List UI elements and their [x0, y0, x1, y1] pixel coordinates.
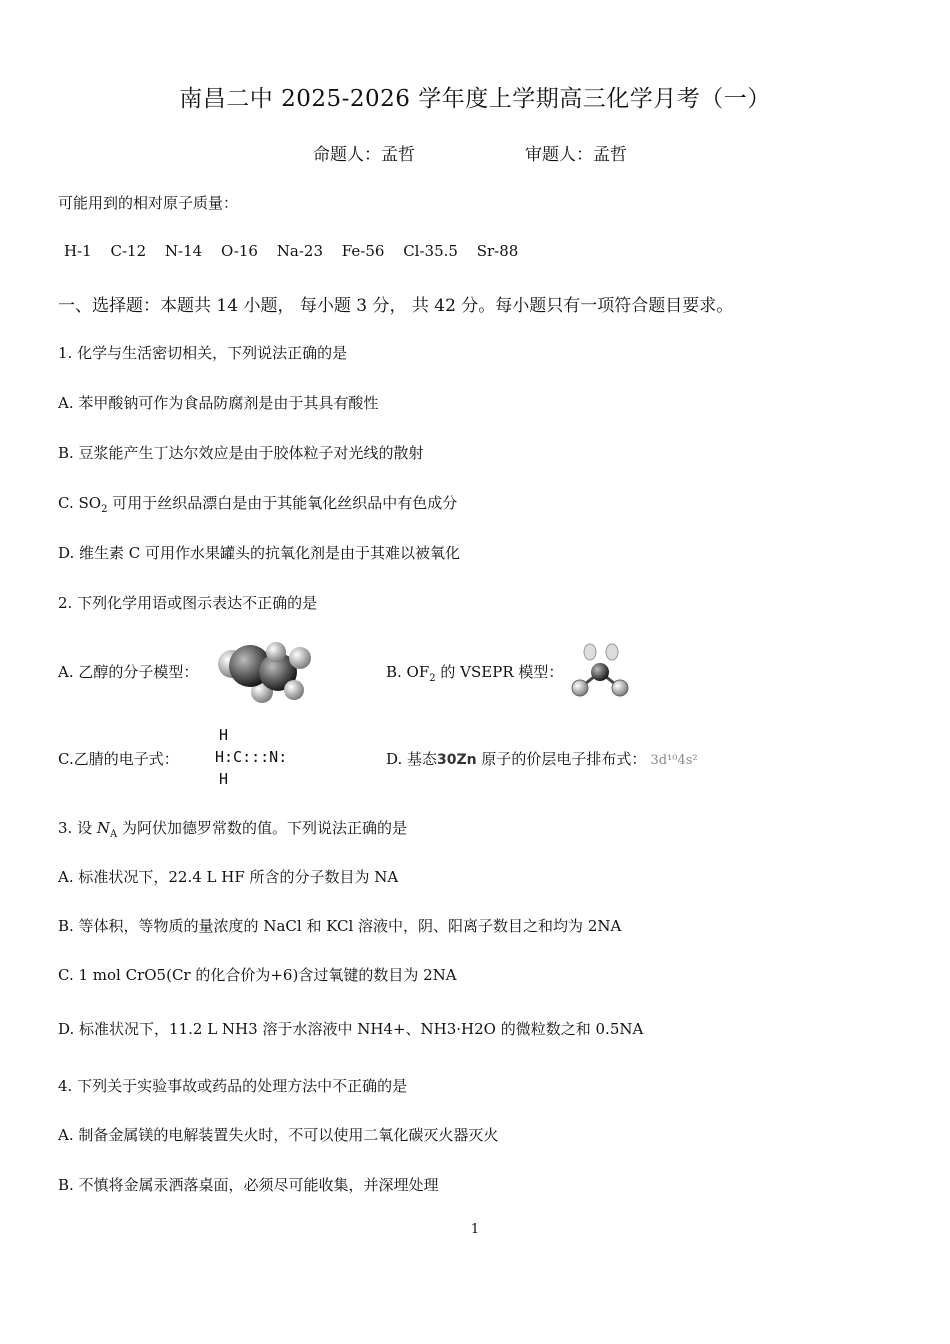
question-1-option-b: B. 豆浆能产生丁达尔效应是由于胶体粒子对光线的散射	[58, 444, 424, 462]
question-2-stem: 2. 下列化学用语或图示表达不正确的是	[58, 594, 318, 612]
atomic-mass-list	[64, 242, 532, 260]
reviewer-label: 审题人：孟哲	[525, 145, 627, 165]
question-1-option-a: A. 苯甲酸钠可作为食品防腐剂是由于其具有酸性	[58, 394, 379, 412]
question-2-option-b: B. $OF_2$ 的 VSEPR 模型：	[386, 663, 564, 684]
section-heading: 一、选择题：本题共 14 小题， 每小题 3 分， 共 42 分。每小题只有一项符合题目要求。	[58, 296, 734, 316]
atomic-mass-item: Cl-35.5	[403, 242, 458, 260]
ethanol-model-image	[214, 638, 314, 704]
question-1-stem: 1. 化学与生活密切相关，下列说法正确的是	[58, 344, 348, 362]
question-3-option-d: D. 标准状况下，11.2 L NH3 溶于水溶液中 NH4+、NH3·H2O 的微粒数之和 0.5NA	[58, 1020, 644, 1038]
question-2-option-a: A. 乙醇的分子模型：	[58, 663, 199, 681]
acetonitrile-lewis-structure	[215, 724, 287, 790]
question-2-option-c: C.乙腈的电子式：	[58, 750, 179, 768]
atomic-mass-item: Sr-88	[476, 242, 519, 260]
question-2-option-d: D. 基态30Zn 原子的价层电子排布式： 3d¹⁰4s²	[386, 750, 698, 768]
page-number: 1	[470, 1222, 480, 1237]
atomic-mass-label: 可能用到的相对原子质量：	[58, 194, 239, 212]
question-4-option-b: B. 不慎将金属汞洒落桌面，必须尽可能收集，并深埋处理	[58, 1176, 439, 1194]
question-3-option-b: B. 等体积，等物质的量浓度的 NaCl 和 KCl 溶液中，阴、阳离子数目之和均为 2NA	[58, 917, 622, 935]
atomic-mass-item: C-12	[110, 242, 147, 260]
lewis-middle-row: H:C:::N:	[215, 748, 288, 766]
question-3-stem: 3. 设 $N_A$ 为阿伏加德罗常数的值。下列说法正确的是	[58, 819, 407, 840]
atomic-mass-item: Na-23	[276, 242, 323, 260]
question-3-option-a: A. 标准状况下，22.4 L HF 所含的分子数目为 NA	[58, 868, 399, 886]
lewis-h-bottom: H	[219, 770, 229, 788]
atomic-mass-item: N-14	[164, 242, 203, 260]
atomic-mass-item: O-16	[220, 242, 258, 260]
exam-title: 南昌二中 2025-2026 学年度上学期高三化学月考（一）	[179, 86, 771, 112]
atomic-mass-item: H-1	[64, 242, 92, 260]
question-1-option-c: C. $SO_2$ 可用于丝织品漂白是由于其能氧化丝织品中有色成分	[58, 494, 458, 515]
question-1-option-d: D. 维生素 C 可用作水果罐头的抗氧化剂是由于其难以被氧化	[58, 544, 461, 562]
setter-label: 命题人：孟哲	[313, 145, 415, 165]
atomic-mass-item: Fe-56	[341, 242, 385, 260]
question-4-option-a: A. 制备金属镁的电解装置失火时，不可以使用二氧化碳灭火器灭火	[58, 1126, 499, 1144]
question-4-stem: 4. 下列关于实验事故或药品的处理方法中不正确的是	[58, 1077, 408, 1095]
question-3-option-c: C. 1 mol CrO5(Cr 的化合价为+6)含过氧键的数目为 2NA	[58, 966, 457, 984]
lewis-h-top: H	[219, 726, 229, 744]
of2-vsepr-model-image	[566, 642, 636, 700]
